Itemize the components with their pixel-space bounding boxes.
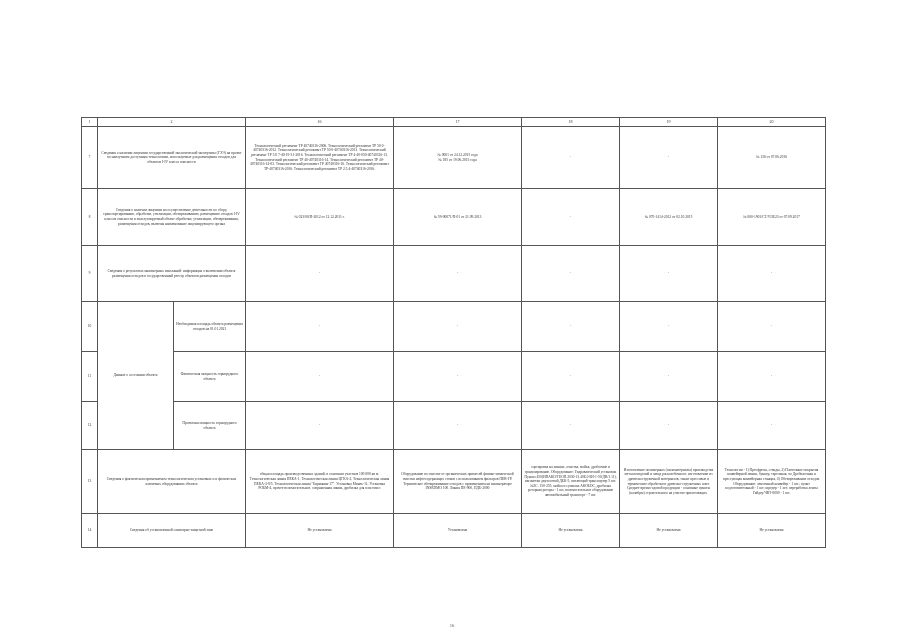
cell-17: Установлена [394,514,522,548]
cell-16: - [246,402,394,450]
cell-16: Не установлена [246,514,394,548]
cell-17: - [394,352,522,402]
table-row [82,352,826,402]
page-number: 16 [449,623,455,628]
row-label: Сведения о результатах инженерных изысканий: информация о включении объекта размещения отходов в государственный реестр объектов размещения отходов [98,246,246,302]
table-row [82,450,826,514]
header-cell-16: 16 [246,118,394,127]
cell-18: - [522,302,620,352]
row-number: 12 [82,402,98,450]
cell-18: - [522,127,620,189]
cell-20: - [718,302,826,352]
group-label: Данные о состоянии объекта [98,302,174,450]
cell-16: общая площадь производственных зданий, в основном участков 100 000 кв м. Технологическая линия ПЕКА-1, Технологическая линия ЦГКА-2, Технологическая линия ПЕКА-3-9/5. Технологическая линия "Бирмания-17". Установка Минеь-11, Установка РОБМ-4, прочее вспомогательное, сопряженная линия, дробилка для пластмасс [246,450,394,514]
cell-20: Не установлена [718,514,826,548]
table-row [82,189,826,246]
row-number: 7 [82,127,98,189]
row-label: Сведения о наличии лицензии государственной экологической экспертизы (ГЭЭ) на проект по наилучшим доступным технологиям, используемые для размещения отходов для объектов I-IV класса опасности [98,127,246,189]
cell-16: - [246,246,394,302]
cell-16: № 023/00/П-2012 от 12.12.2011 г. [246,189,394,246]
cell-19: - [620,246,718,302]
row-number: 8 [82,189,98,246]
cell-18: - [522,189,620,246]
table-row [82,246,826,302]
cell-19: - [620,302,718,352]
row-number: 9 [82,246,98,302]
cell-20: Технологии - 1) Пресфрезы, стенды, 2) Плиточные покрытия конвейерной линии, бункер, тарельная, чо Дробилочная и прессующая конвейерная станция, 4) Обезвреживание отходов. Оборудование: ленточный конвейер - 1 шт.; пункт подготовительный - 1 шт; шредер - 1 шт; переработка ленты Гайдер ЧВТ-0000 - 1 шт. [718,450,826,514]
table-row [82,514,826,548]
row-number: 11 [82,352,98,402]
table-row [82,402,826,450]
row-number: 10 [82,302,98,352]
cell-20: № 000-1901/СТ/VIII/23 от 07.09.2017 [718,189,826,246]
header-cell-18: 18 [522,118,620,127]
cell-20: - [718,402,826,450]
cell-17: - [394,402,522,450]
cell-18: Не установлена [522,514,620,548]
row-label: Сведения о фактическом применяемом технологическом установках и и физических ключевых оборудованиях объекта [98,450,246,514]
cell-16: Технологический регламент ТР 40740316-2006. Технологический регламент ТР 50 0-40740316-2012. Технологический регламент ТР 50 0-40740316-2013. Технологический регламент ТР 5.0 7-40-19-31-2016. Технологический регламент ТР 4-40-050-40740316-13. Технологический регламент ТР 40-40740316-14. Технологический регламент ТР 40-40740316-14-03. Технологический регламент ТР 40740316-16. Технологический регламент ТР-40740316-2016. Технологический регламент ТР 2.5.4-40740316-2016. [246,127,394,189]
cell-17: Оборудование по очистке от органических примесей физико-химической очистки нефтесодержащих стоков с использованием фильтров ПЕВ-ГР. Термическое обезвреживание отходов с применением на инсинераторе INSEDMO 100. Линия ПЕ-900, ПДБ-2000 [394,450,522,514]
cell-20: № 130 от 07.06.2016 [718,127,826,189]
cell-18: - [522,402,620,450]
cell-19: Изготовление полимерных (пиломатериалы) производства металлоизделий и завод расколебочного; изготовление из древесностружечной материалов, также прессовые и термические обработки и древесно-стружечных плит. Среднее время годовой продукции - основные пункты (калибры) строительного на участке прилегающих. [620,450,718,514]
header-cell-17: 17 [394,118,522,127]
cell-19: - [620,127,718,189]
cell-18: - [522,246,620,302]
cell-17: № 0001 от 24.12.2015 года № 185 от 19.06.2015 года [394,127,522,189]
cell-20: - [718,246,826,302]
cell-17: - [394,246,522,302]
cell-19: Не установлена [620,514,718,548]
cell-19: № 070-1414-2012 от 02.10.2015 [620,189,718,246]
sub-label: Необходимая площадь объекта размещения отходов на 01.01.2021 [174,302,246,352]
header-cell-19: 19 [620,118,718,127]
cell-18: - [522,352,620,402]
sub-label: Фактическая мощность горнорудного объекта [174,352,246,402]
cell-16: - [246,352,394,402]
header-cell-1: 1 [82,118,98,127]
header-cell-2: 2 [98,118,246,127]
row-number: 13 [82,450,98,514]
row-label: Сведения о наличии лицензии на осуществление деятельности по сбору, транспортированию, обработке, утилизации, обезвреживанию, размещению отходов I-IV классов опасности и эксплуатируемый объект обработки, утилизации, обезвреживания, размещения отходов, включая наименование лицензирующего органа [98,189,246,246]
cell-18: сортировка на линиях, очистка, мойка, дробление и гранулирование. Оборудование: Гидравлический установок Пунсиз 450(ИПАКО/ТЕОП.2030-13.40Б.0 0И-1-50/ДВ/1.11), вагонетки двухосевой ДБК-5, питающий транспортер 5 шт. №5С. 150-255, мойка и сушилка АКОБОС, дробилка роторная роторы - 1 шт, вспомогательное оборудование автомобильный транспорт - 7 шт. [522,450,620,514]
table-row [82,127,826,189]
sub-label: Проектная мощность горнорудного объекта [174,402,246,450]
cell-19: - [620,352,718,402]
cell-19: - [620,402,718,450]
row-label: Сведения об установленной санитарно-защитной зоне [98,514,246,548]
header-cell-20: 20 [718,118,826,127]
cell-16: - [246,302,394,352]
cell-17: - [394,302,522,352]
registry-table [81,117,826,548]
row-number: 14 [82,514,98,548]
table-row [82,302,826,352]
header-row [82,118,826,127]
cell-20: - [718,352,826,402]
cell-17: № 59-00071/П-01 от 21.09.2013 [394,189,522,246]
